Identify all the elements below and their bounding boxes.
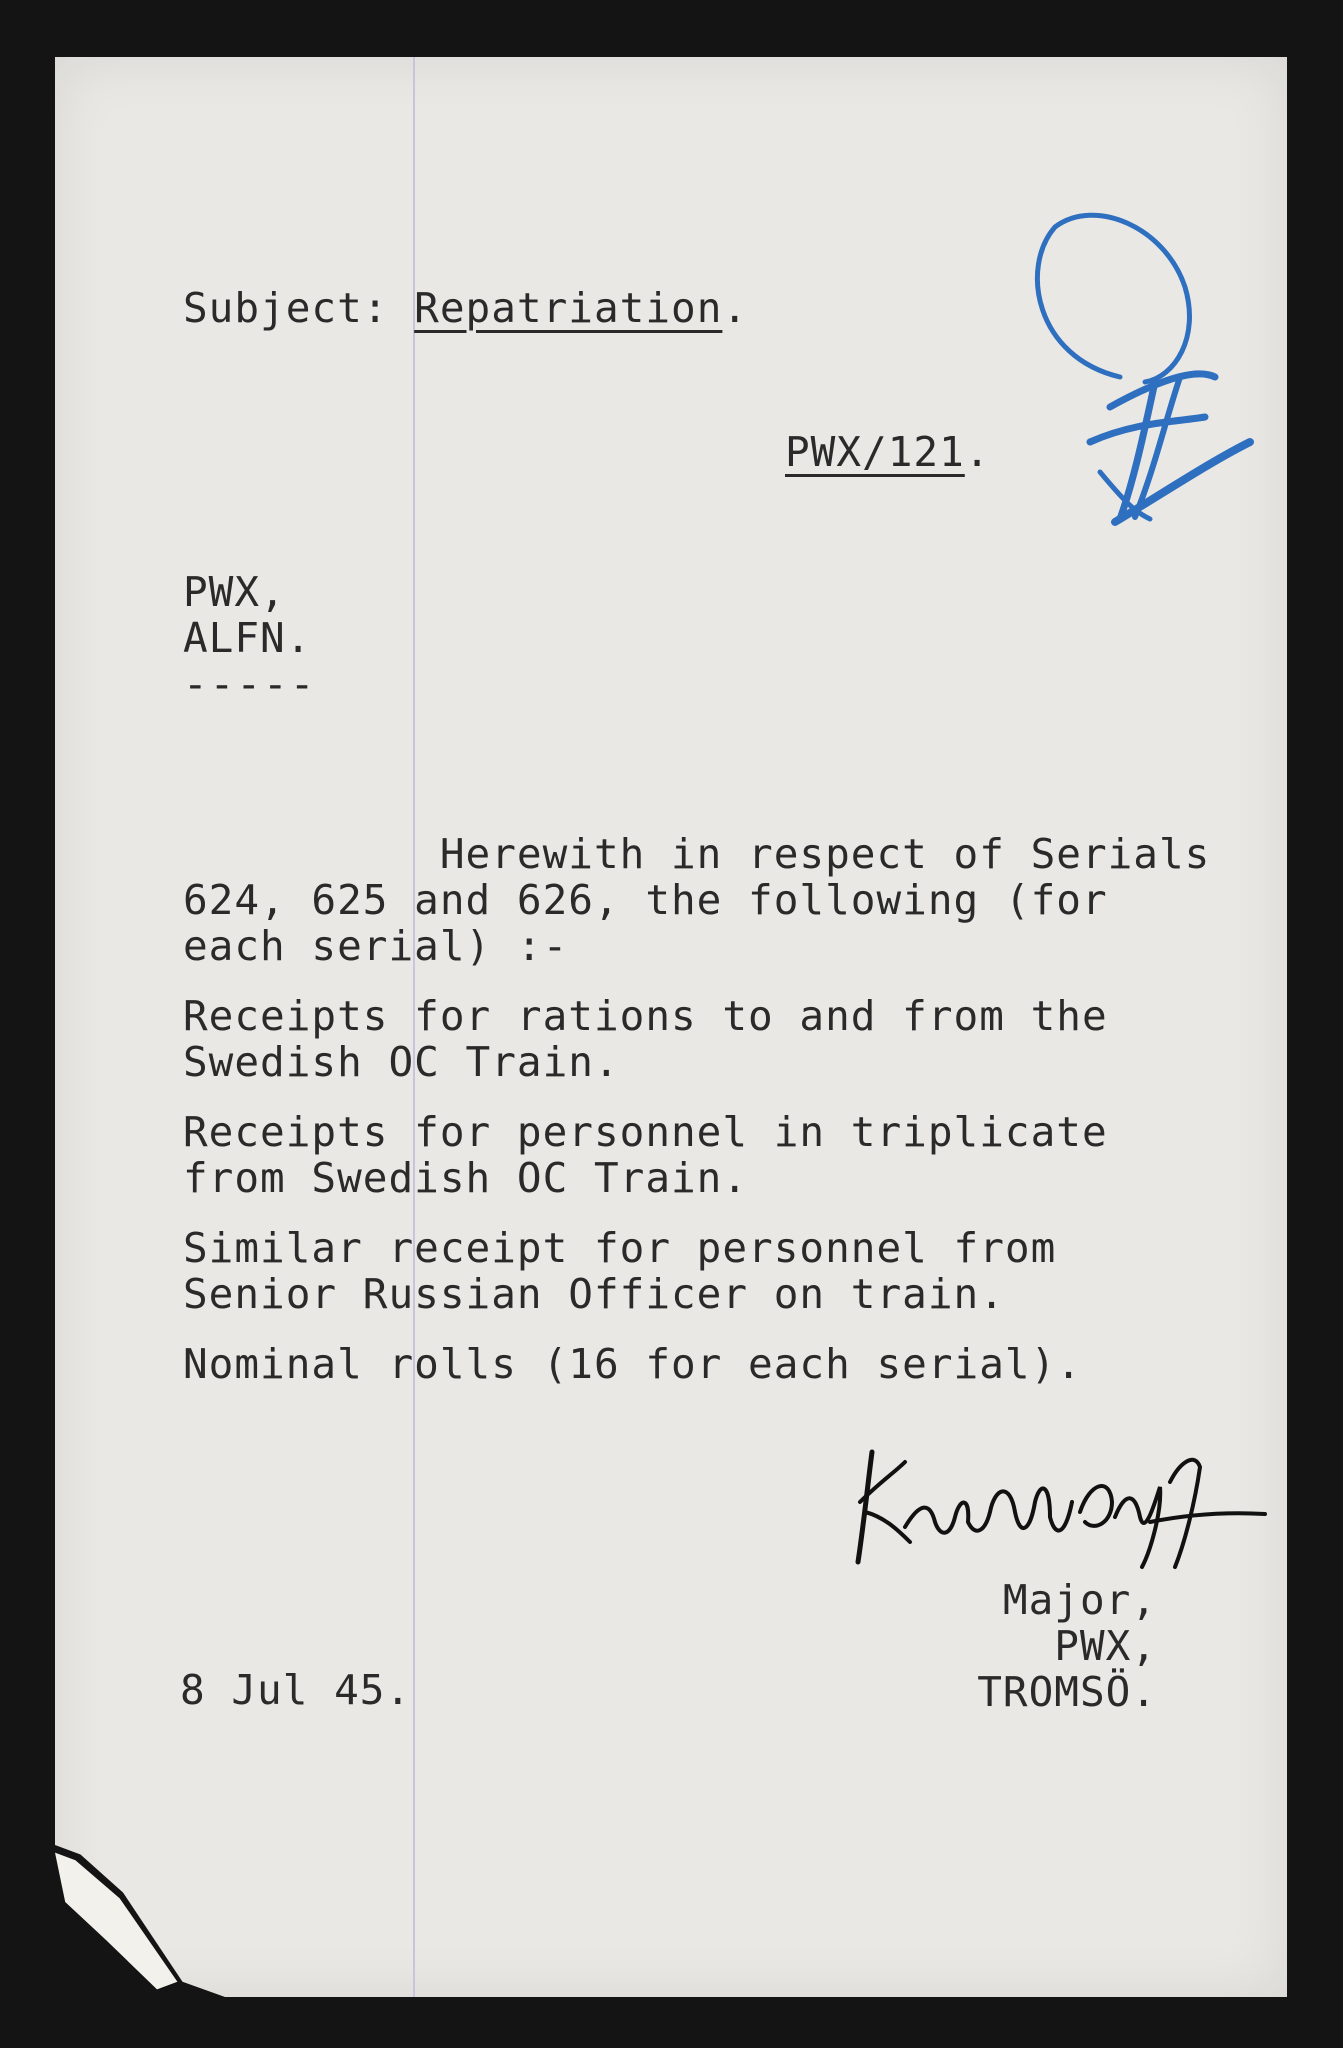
body-line: each serial) :- <box>183 922 569 970</box>
addressee-block <box>183 569 316 707</box>
signature-location: TROMSÖ. <box>977 1668 1157 1716</box>
addressee-line-2: ALFN. <box>183 614 312 662</box>
reference-number <box>785 429 990 475</box>
letter-date: 8 Jul 45. <box>180 1666 412 1714</box>
signature-unit: PWX, <box>1054 1622 1157 1670</box>
item-line: Senior Russian Officer on train. <box>183 1270 1005 1318</box>
signature-rank: Major, <box>1002 1576 1157 1624</box>
item-receipts-rations <box>183 993 1108 1085</box>
subject-line <box>183 285 748 331</box>
signature-block <box>977 1577 1157 1715</box>
reference-period: . <box>964 428 991 476</box>
item-line: Receipts for rations to and from the <box>183 992 1108 1040</box>
subject-period: . <box>722 284 749 332</box>
item-line: Swedish OC Train. <box>183 1038 620 1086</box>
body-line: Herewith in respect of Serials <box>183 830 1211 878</box>
item-line: Similar receipt for personnel from <box>183 1224 1057 1272</box>
document-page <box>55 57 1287 1997</box>
addressee-separator: ----- <box>183 660 317 708</box>
item-line: Receipts for personnel in triplicate <box>183 1108 1108 1156</box>
body-line: 624, 625 and 626, the following (for <box>183 876 1108 924</box>
subject-label: Subject: <box>183 284 389 332</box>
addressee-line-1: PWX, <box>183 568 286 616</box>
item-line: Nominal rolls (16 for each serial). <box>183 1340 1082 1388</box>
item-nominal-rolls <box>183 1341 1082 1387</box>
handwritten-signature-icon <box>850 1442 1270 1572</box>
reference-number-text: PWX/121 <box>785 428 965 476</box>
blue-pencil-initial-icon <box>1015 207 1255 537</box>
subject-value: Repatriation <box>414 284 723 332</box>
item-line: from Swedish OC Train. <box>183 1154 749 1202</box>
item-receipts-personnel <box>183 1109 1108 1201</box>
body-intro <box>183 831 1210 969</box>
item-similar-receipt <box>183 1225 1056 1317</box>
